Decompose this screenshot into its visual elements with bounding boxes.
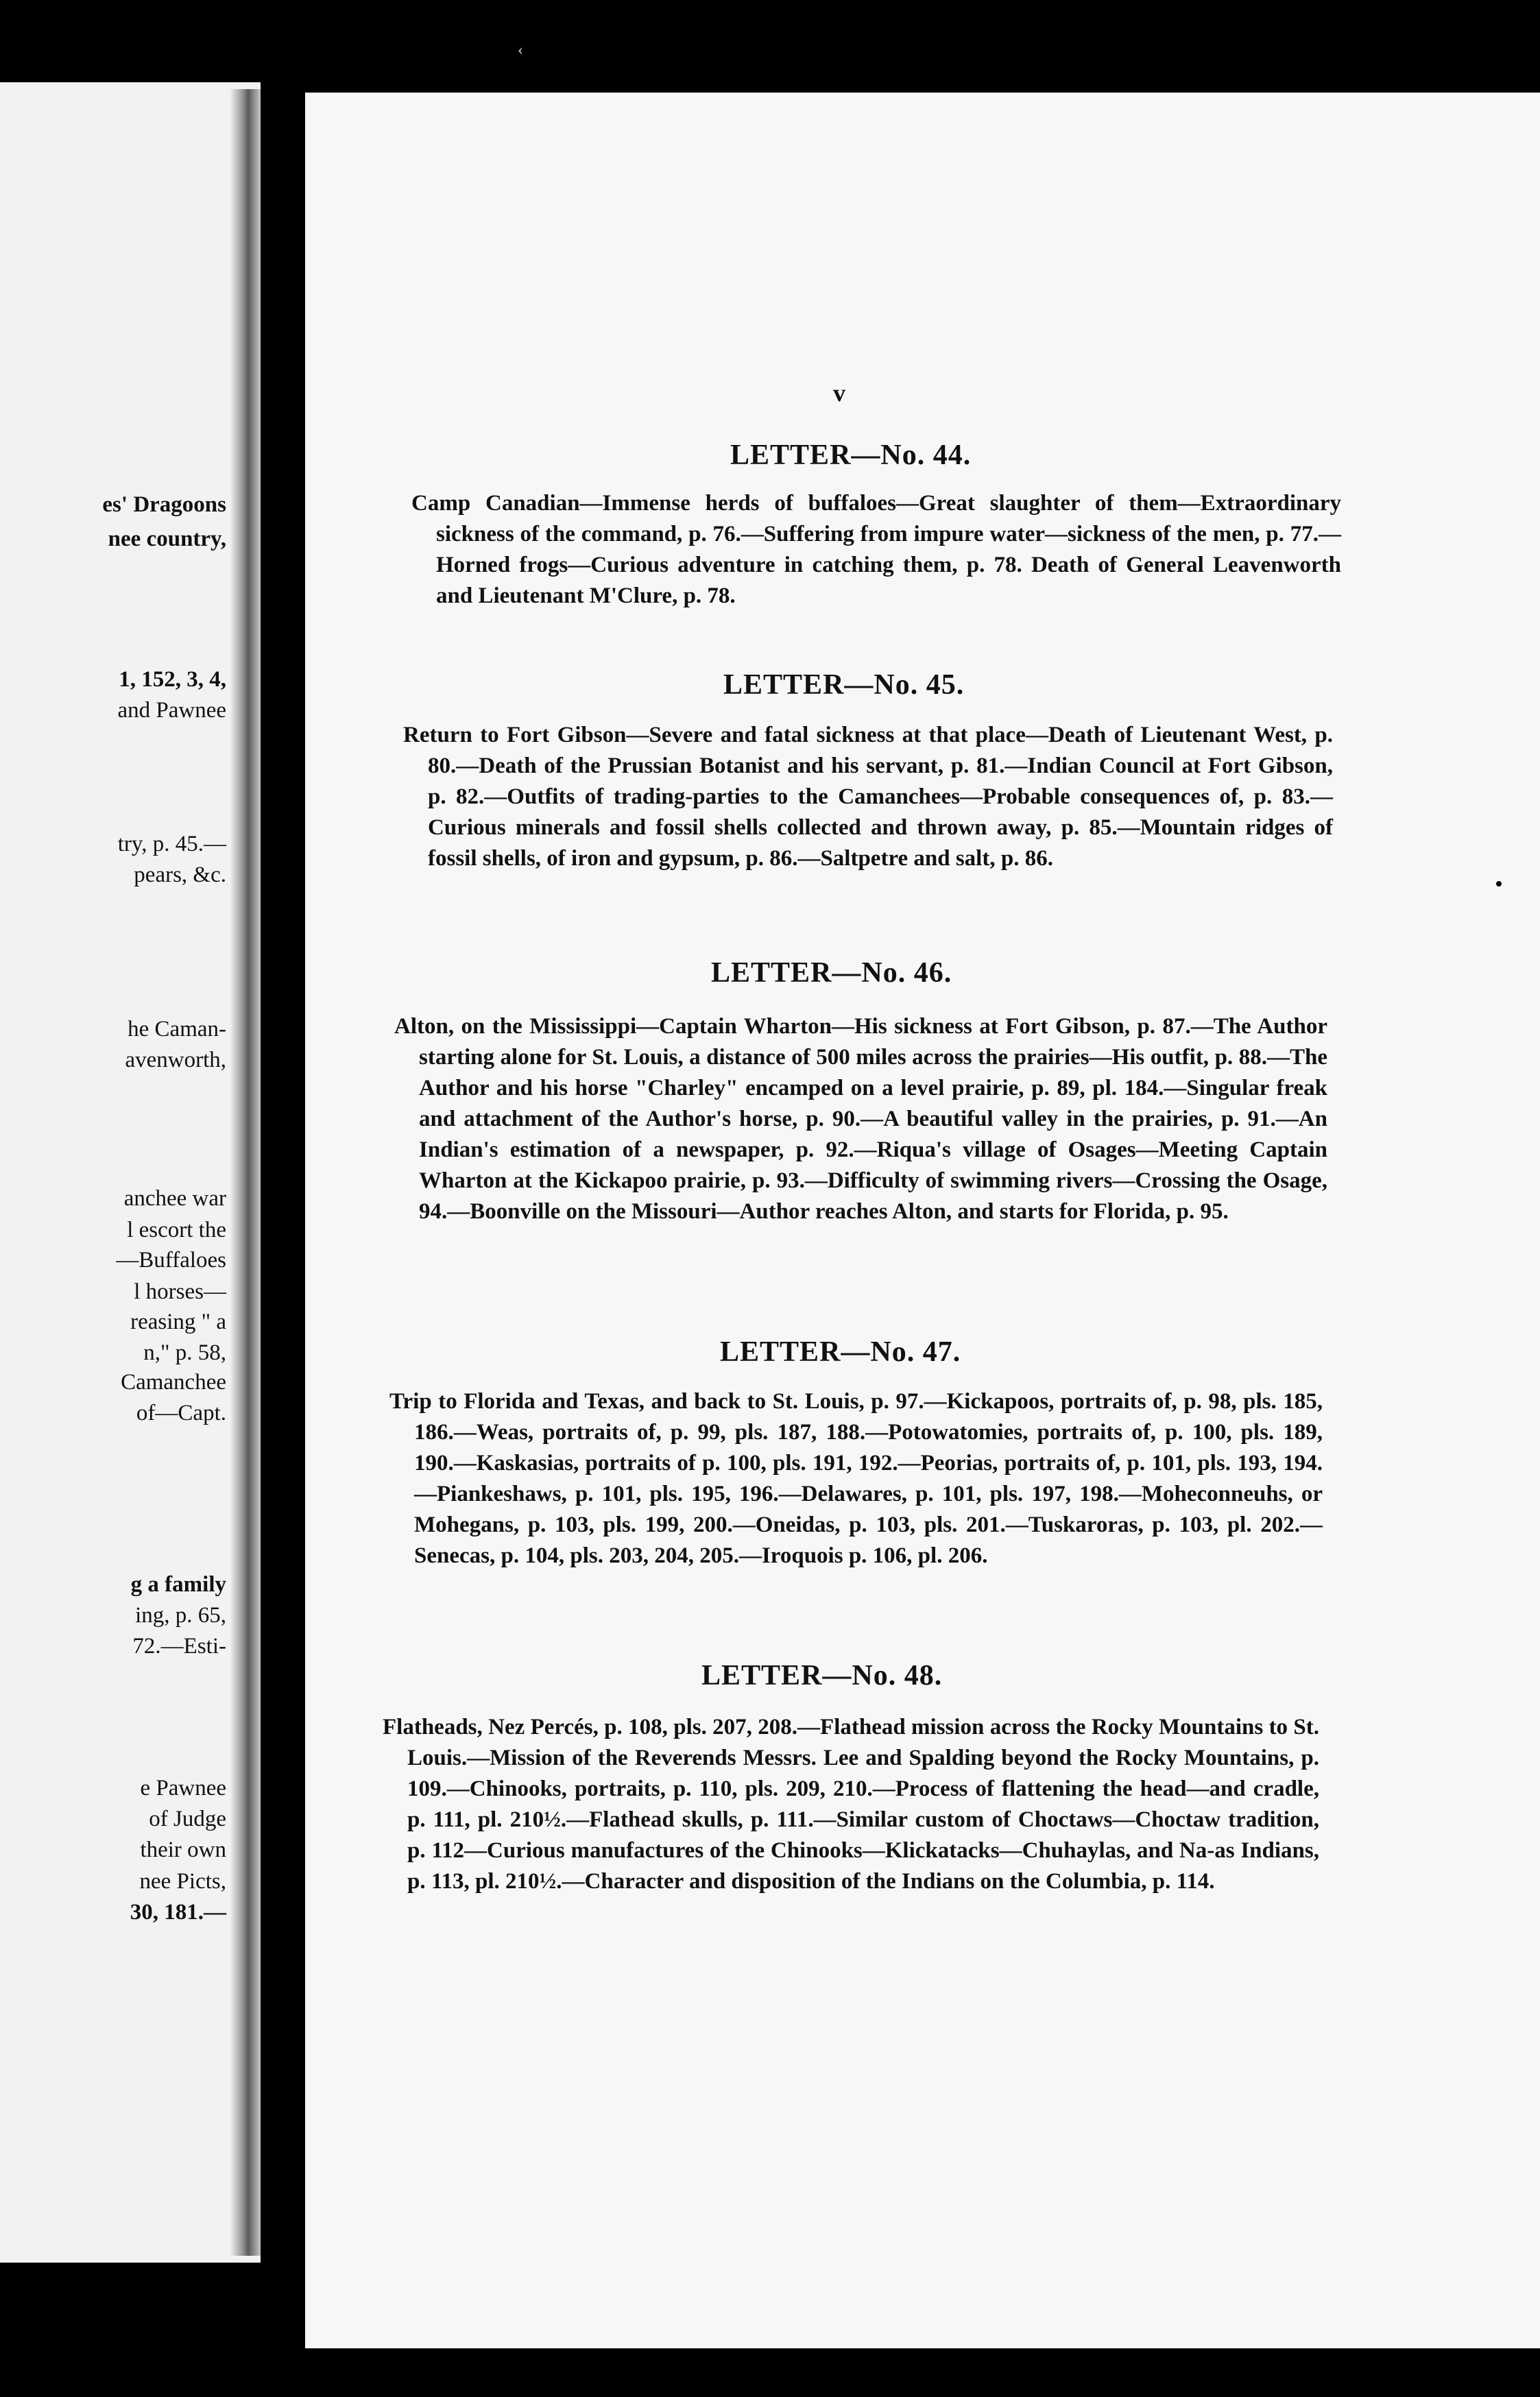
letter-46-title: LETTER—No. 46. bbox=[711, 957, 952, 989]
left-page-line: l horses— bbox=[134, 1279, 226, 1304]
left-page-fragment bbox=[0, 82, 261, 2263]
left-page-line: try, p. 45.— bbox=[117, 832, 226, 856]
left-page-line: nee country, bbox=[108, 527, 226, 551]
left-page-line: reasing " a bbox=[130, 1310, 226, 1334]
left-page-line: es' Dragoons bbox=[102, 492, 226, 517]
left-page-line: their own bbox=[140, 1838, 226, 1862]
letter-46-body: Alton, on the Mississippi—Captain Wharton—His sickness at Fort Gibson, p. 87.—The Author starting alone for St. Louis, a distance of 500 miles across the prairies—His outfit, p. 88.—The Author and his horse "Charley" encamped on a level prairie, p. 89, pl. 184.—Singular freak and attachment of the Author's horse, p. 90.—A beautiful valley in the prairies, p. 91.—An Indian's estimation of a newspaper, p. 92.—Riqua's village of Osages—Meeting Captain Wharton at the Kickapoo prairie, p. 93.—Difficulty of swimming rivers—Crossing the Osage, 94.—Boonville on the Missouri—Author reaches Alton, and starts for Florida, p. 95. bbox=[394, 1014, 1327, 1224]
left-page-line: 1, 152, 3, 4, bbox=[119, 667, 226, 692]
left-page-line: of—Capt. bbox=[136, 1401, 226, 1425]
letter-47-body: Trip to Florida and Texas, and back to St. Louis, p. 97.—Kickapoos, portraits of, p. 98, pls. 185, 186.—Weas, portraits of, p. 99, pls. 187, 188.—Potowatomies, portraits of, p. 100, pls. 189, 190.—Kaskasias, portraits of p. 100, pls. 191, 192.—Peorias, portraits of, p. 101, pls. 193, 194.—Piankeshaws, p. 101, pls. 195, 196.—Delawares, p. 101, pls. 197, 198.—Moheconneuhs, or Mohegans, p. 103, pls. 199, 200.—Oneidas, p. 103, pls. 201.—Tuskaroras, p. 103, pl. 202.—Senecas, p. 104, pls. 203, 204, 205.—Iroquois p. 106, pl. 206. bbox=[389, 1389, 1323, 1568]
letter-45-title: LETTER—No. 45. bbox=[723, 669, 965, 701]
left-page-line: anchee war bbox=[123, 1186, 226, 1211]
left-page-line: he Caman- bbox=[128, 1017, 226, 1041]
book-gutter bbox=[230, 89, 261, 2256]
left-page-line: n," p. 58, bbox=[143, 1340, 226, 1365]
left-page-line: 30, 181.— bbox=[130, 1900, 226, 1925]
left-page-line: nee Picts, bbox=[139, 1869, 226, 1894]
left-page-line: Camanchee bbox=[121, 1370, 226, 1395]
letter-44-title: LETTER—No. 44. bbox=[730, 439, 972, 471]
left-page-line: and Pawnee bbox=[117, 698, 226, 723]
left-page-line: e Pawnee bbox=[140, 1776, 226, 1800]
left-page-line: l escort the bbox=[127, 1218, 226, 1242]
left-page-line: avenworth, bbox=[125, 1048, 226, 1072]
page-number: v bbox=[833, 379, 845, 407]
letter-48-body: Flatheads, Nez Percés, p. 108, pls. 207, 208.—Flathead mission across the Rocky Mountains to St. Louis.—Mission of the Reverends Messrs. Lee and Spalding beyond the Rocky Mountains, p. 109.—Chinooks, portraits, p. 110, pls. 209, 210.—Process of flattening the head—and cradle, p. 111, pl. 210½.—Flathead skulls, p. 111.—Similar custom of Choctaws—Choctaw tradition, p. 112—Curious manufactures of the Chinooks—Klickatacks—Chuhaylas, and Na-as Indians, p. 113, pl. 210½.—Character and disposition of the Indians on the Columbia, p. 114. bbox=[383, 1715, 1319, 1894]
left-page-line: 72.—Esti- bbox=[132, 1634, 226, 1659]
left-page-line: g a family bbox=[130, 1572, 226, 1597]
left-page-line: ing, p. 65, bbox=[135, 1603, 226, 1628]
left-page-line: pears, &c. bbox=[134, 863, 226, 887]
letter-48-title: LETTER—No. 48. bbox=[701, 1660, 943, 1691]
scan-mark: ‹ bbox=[518, 41, 523, 59]
left-page-line: —Buffaloes bbox=[116, 1248, 226, 1273]
letter-44-body: Camp Canadian—Immense herds of buffaloes—Great slaughter of them—Extraordinary sickness of the command, p. 76.—Suffering from impure water—sickness of the men, p. 77.—Horned frogs—Curious adventure in catching them, p. 78. Death of General Leavenworth and Lieutenant M'Clure, p. 78. bbox=[411, 491, 1341, 608]
left-page-line: of Judge bbox=[149, 1807, 226, 1831]
letter-45-body: Return to Fort Gibson—Severe and fatal sickness at that place—Death of Lieutenant West, p. 80.—Death of the Prussian Botanist and his servant, p. 81.—Indian Council at Fort Gibson, p. 82.—Outfits of trading-parties to the Camanchees—Probable consequences of, p. 83.—Curious minerals and fossil shells collected and thrown away, p. 85.—Mountain ridges of fossil shells, of iron and gypsum, p. 86.—Saltpetre and salt, p. 86. bbox=[403, 723, 1333, 871]
scan-speck bbox=[1496, 881, 1502, 887]
letter-47-title: LETTER—No. 47. bbox=[720, 1336, 961, 1368]
